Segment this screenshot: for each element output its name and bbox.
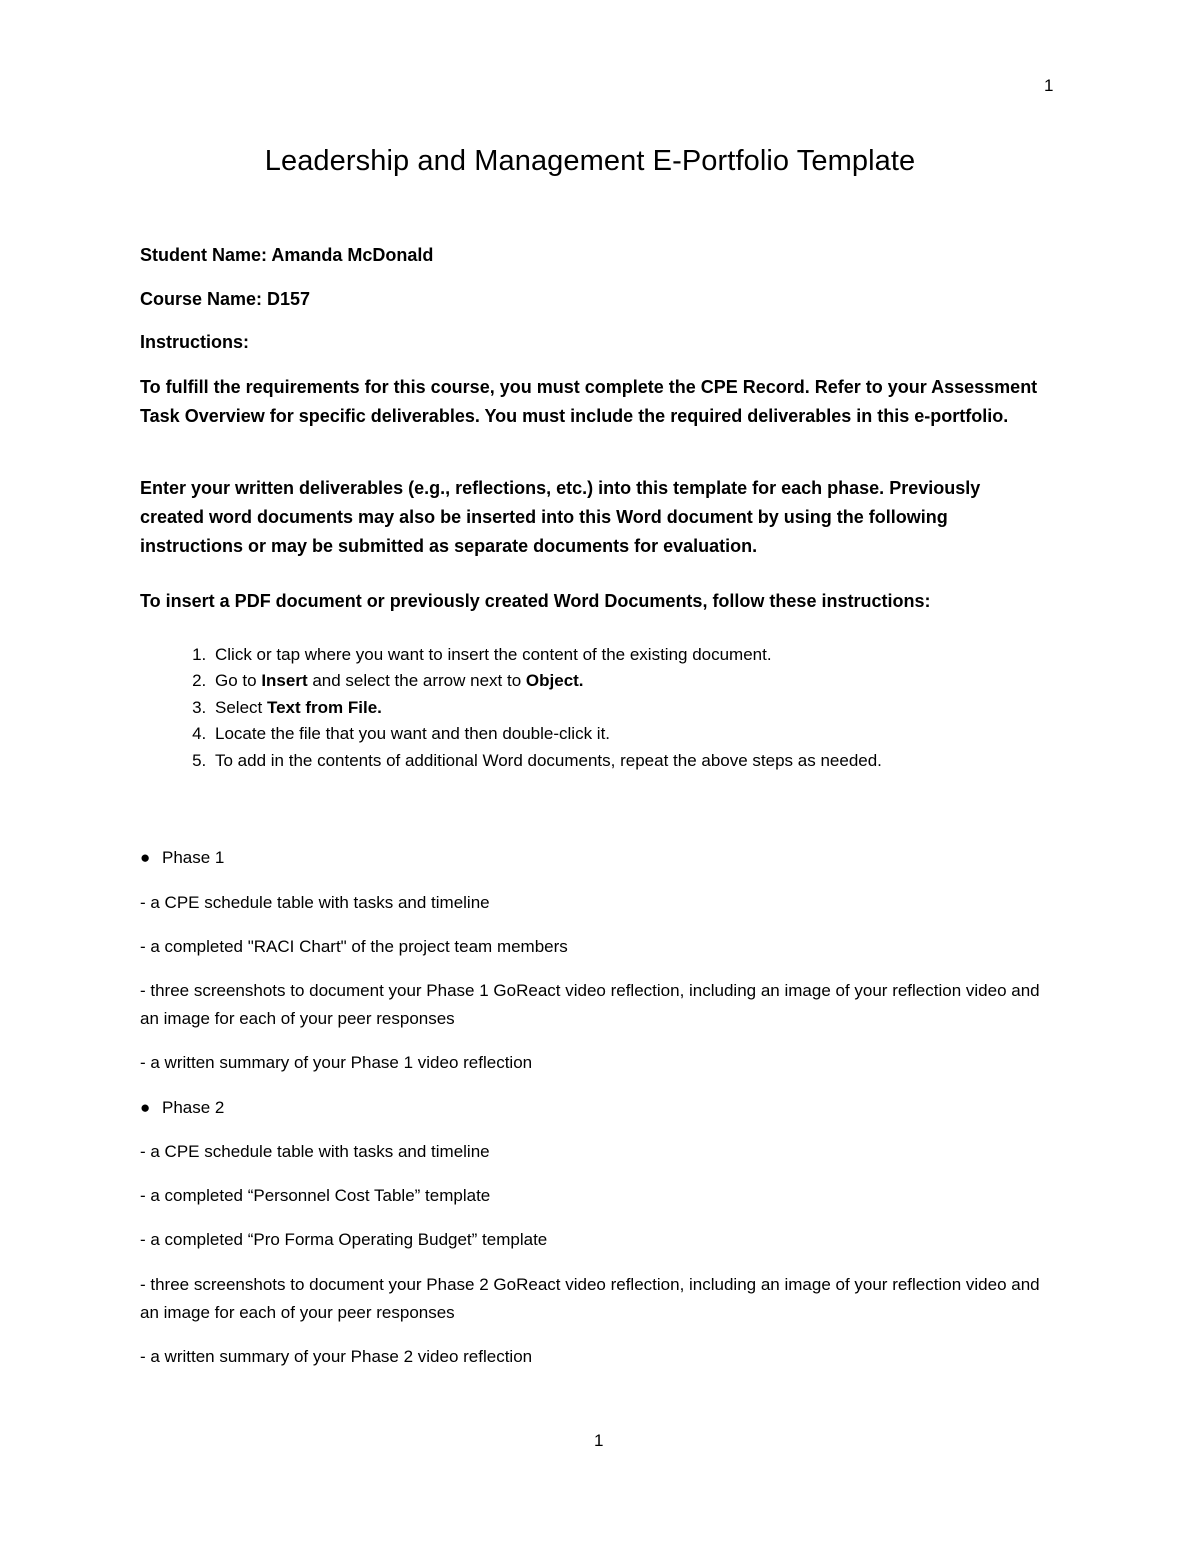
instructions-label: Instructions: bbox=[140, 332, 250, 352]
phase-2-item: - a completed “Personnel Cost Table” template bbox=[140, 1186, 491, 1205]
step-text: To add in the contents of additional Word documents, repeat the above steps as needed. bbox=[215, 750, 882, 770]
step-bold-text: Insert bbox=[261, 671, 308, 691]
step-bold-text: Text from File. bbox=[266, 697, 382, 717]
phase-2-item: - three screenshots to document your Phase 2 GoReact video reflection, including an image of your reflection video and an image for each of your peer responses bbox=[140, 1275, 1040, 1322]
course-name: Course Name: D157 bbox=[140, 289, 311, 309]
phase-1-item: - three screenshots to document your Phase 1 GoReact video reflection, including an image of your reflection video and an image for each of your peer responses bbox=[140, 981, 1040, 1028]
phase-2-item: - a written summary of your Phase 2 video reflection bbox=[140, 1347, 533, 1366]
phase-2-item: - a completed “Pro Forma Operating Budget” template bbox=[140, 1230, 548, 1249]
list-item bbox=[211, 642, 1061, 668]
list-item bbox=[211, 721, 1061, 747]
instructions-paragraph-1: To fulfill the requirements for this course, you must complete the CPE Record. Refer to your Assessment Task Overview for specific deliverables. You must include the required deliverables in this e-portfolio. bbox=[140, 377, 1038, 426]
student-name: Student Name: Amanda McDonald bbox=[140, 245, 434, 265]
phase-2-item: - a CPE schedule table with tasks and timeline bbox=[140, 1142, 490, 1161]
step-bold-text: Object. bbox=[525, 671, 584, 691]
step-text: Go to bbox=[215, 671, 262, 691]
bullet-icon: ● bbox=[140, 848, 151, 867]
phase-1-label: Phase 1 bbox=[162, 848, 225, 867]
document-body bbox=[140, 140, 1040, 1366]
step-text: and select the arrow next to bbox=[307, 671, 526, 691]
list-item bbox=[211, 695, 1061, 721]
footer-page-number: 1 bbox=[594, 1431, 604, 1450]
step-text: Click or tap where you want to insert the content of the existing document. bbox=[215, 645, 772, 664]
phase-1-item: - a written summary of your Phase 1 video reflection bbox=[140, 1053, 533, 1072]
bullet-icon: ● bbox=[140, 1098, 151, 1117]
list-item bbox=[211, 748, 1061, 774]
list-item bbox=[211, 668, 1061, 694]
phase-1-item: - a CPE schedule table with tasks and timeline bbox=[140, 893, 490, 912]
phase-2-label: Phase 2 bbox=[162, 1098, 225, 1117]
phase-2-bullet bbox=[140, 1096, 224, 1120]
insert-steps-list bbox=[140, 642, 1061, 774]
insert-instructions-heading: To insert a PDF document or previously created Word Documents, follow these instructions: bbox=[140, 591, 931, 611]
step-text: Select bbox=[215, 697, 267, 717]
phase-1-bullet bbox=[140, 846, 224, 870]
document-title: Leadership and Management E-Portfolio Template bbox=[264, 145, 916, 177]
phase-1-item: - a completed "RACI Chart" of the project team members bbox=[140, 937, 568, 956]
step-text: Locate the file that you want and then double-click it. bbox=[215, 724, 611, 744]
instructions-paragraph-2: Enter your written deliverables (e.g., reflections, etc.) into this template for each phase. Previously created word documents may also be inserted into this Word document by using the following instructions or may be submitted as separate documents for evaluation. bbox=[140, 478, 981, 556]
header-page-number: 1 bbox=[1044, 76, 1054, 95]
